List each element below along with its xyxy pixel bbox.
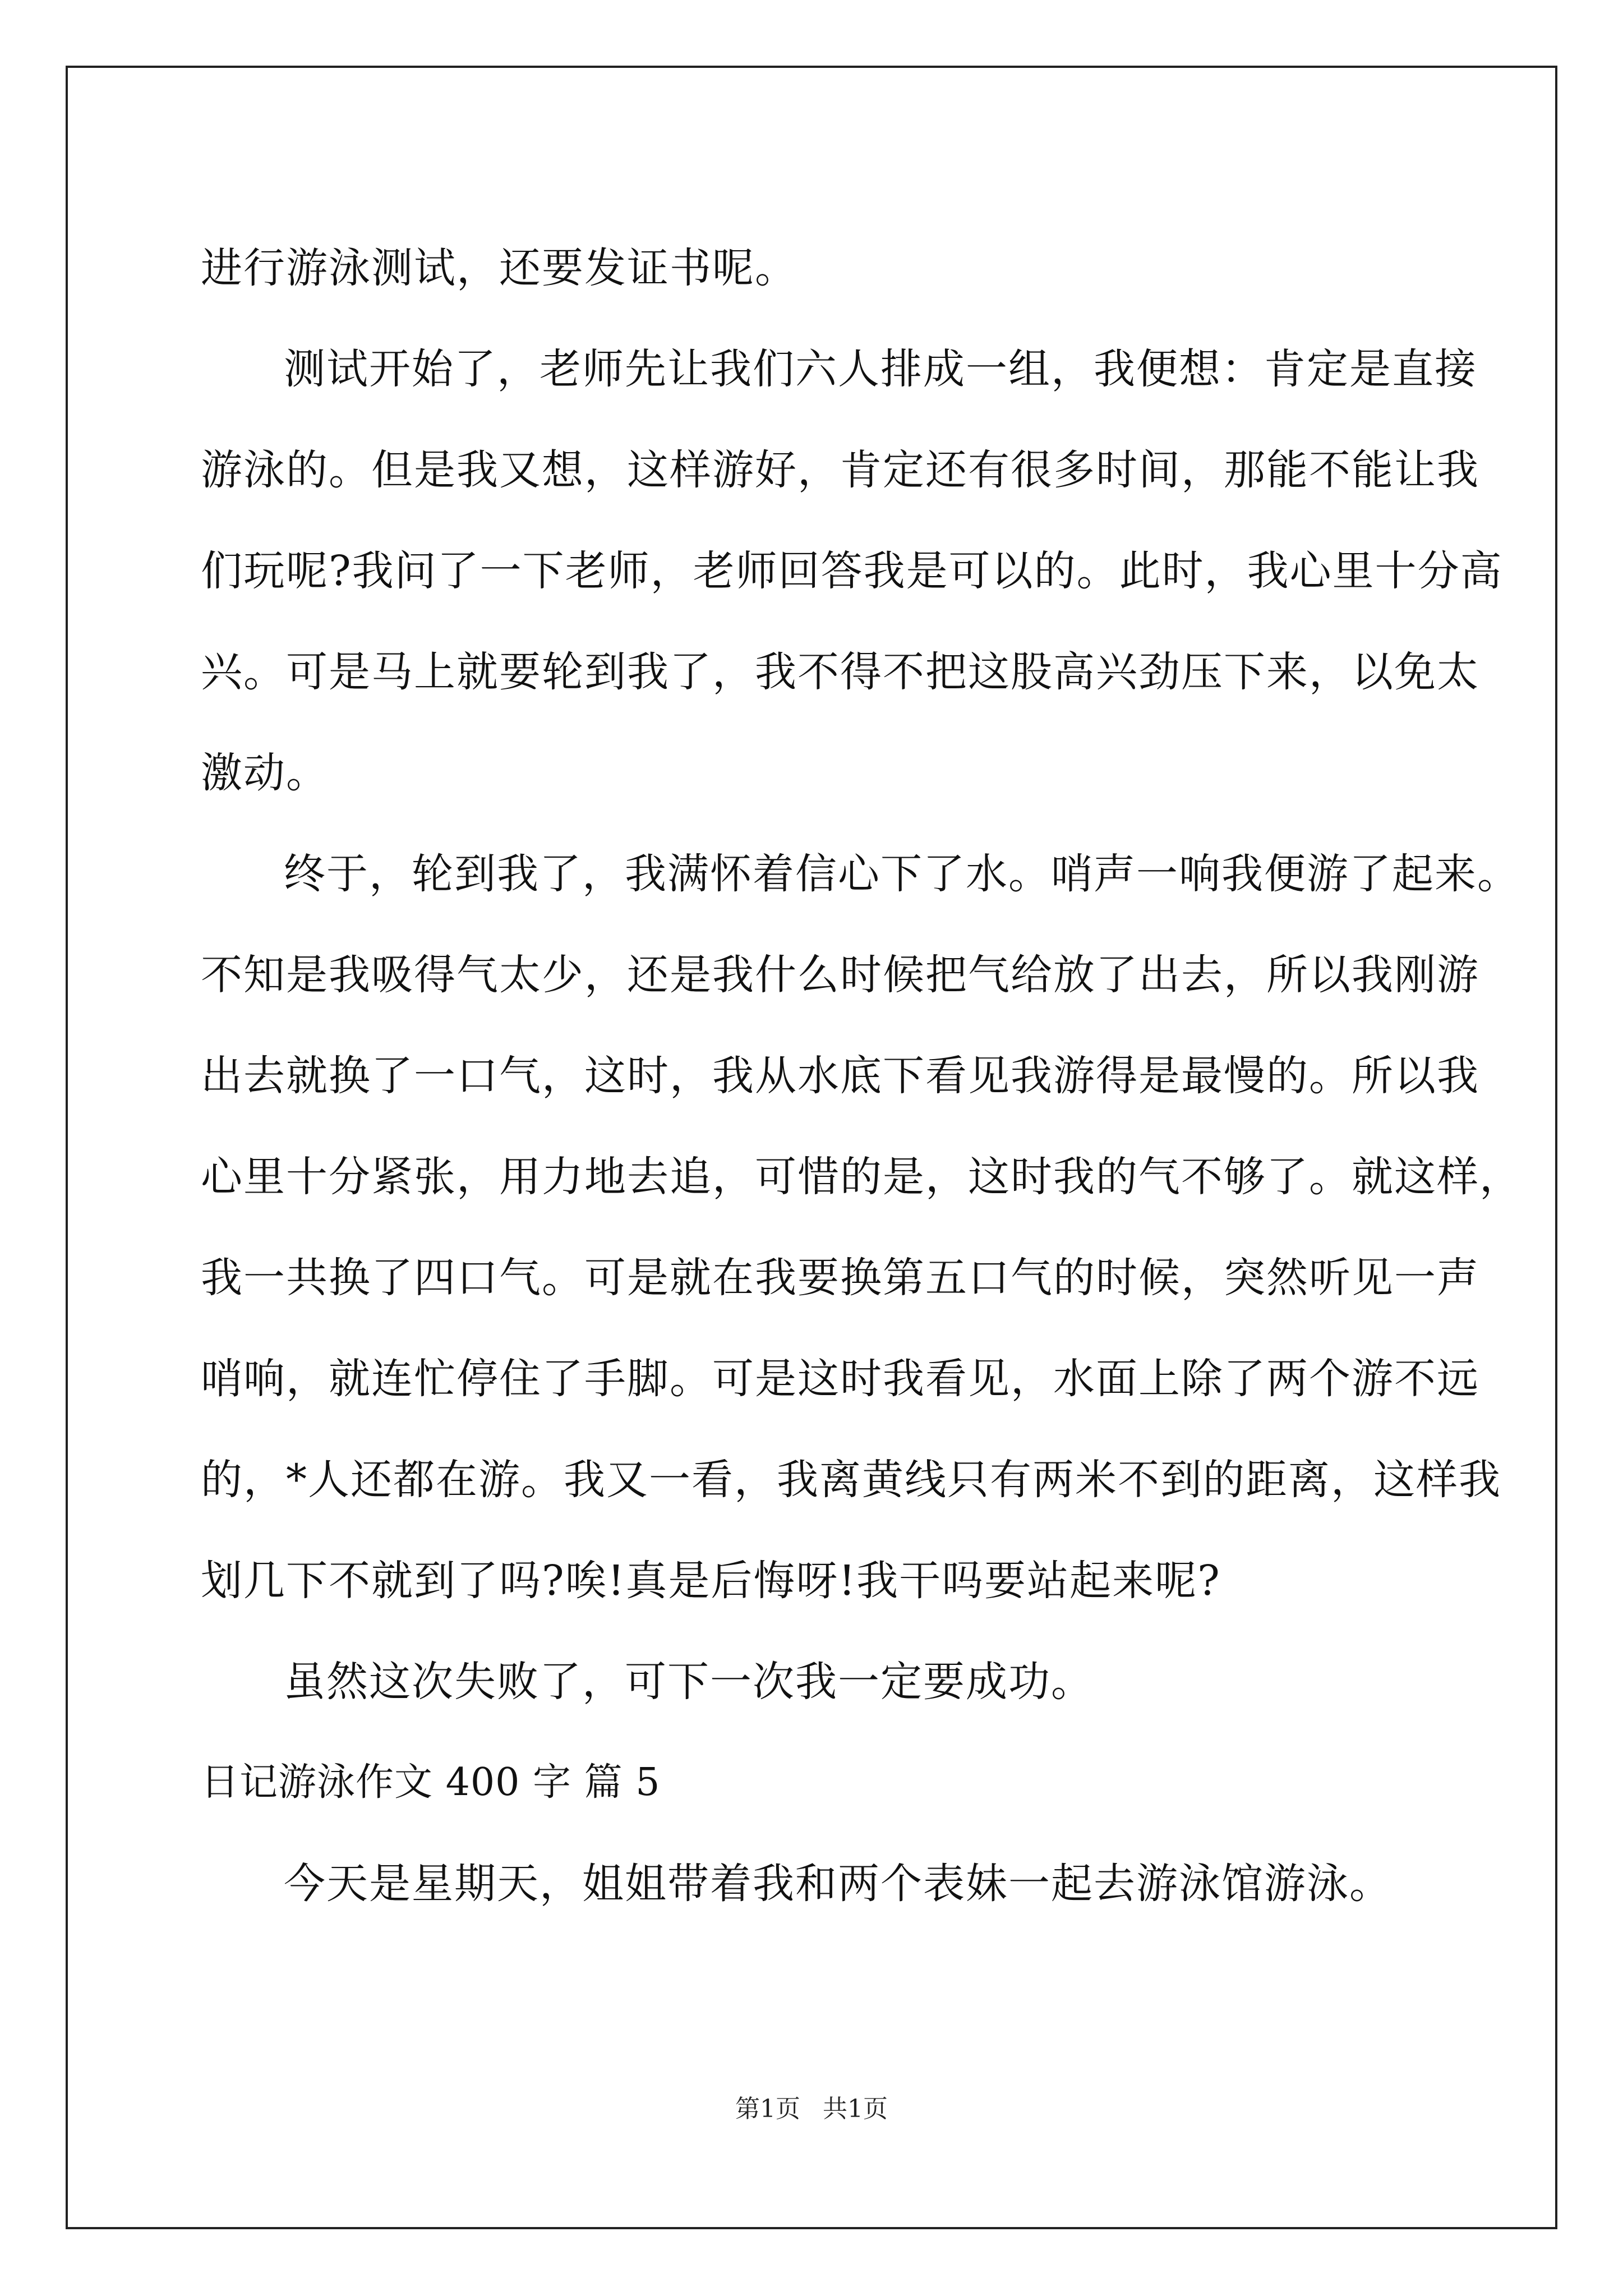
- paragraph-line: 兴。可是马上就要轮到我了，我不得不把这股高兴劲压下来，以免太: [201, 648, 1479, 696]
- paragraph-line: 哨响，就连忙停住了手脚。可是这时我看见，水面上除了两个游不远: [201, 1355, 1479, 1403]
- paragraph-line: 的，*人还都在游。我又一看，我离黄线只有两米不到的距离，这样我: [201, 1456, 1501, 1504]
- page-total: 共1页: [823, 2095, 888, 2123]
- paragraph-line: 虽然这次失败了，可下一次我一定要成功。: [284, 1658, 1094, 1706]
- document-body: [201, 218, 1522, 1934]
- paragraph-line: 我一共换了四口气。可是就在我要换第五口气的时候，突然听见一声: [201, 1254, 1479, 1302]
- paragraph-line: 终于，轮到我了，我满怀着信心下了水。哨声一响我便游了起来。: [284, 850, 1520, 898]
- paragraph-line: 们玩呢?我问了一下老师，老师回答我是可以的。此时，我心里十分高: [201, 547, 1503, 595]
- paragraph-line: 测试开始了，老师先让我们六人排成一组，我便想：肯定是直接: [284, 345, 1477, 393]
- paragraph-line: 出去就换了一口气，这时，我从水底下看见我游得是最慢的。所以我: [201, 1052, 1479, 1100]
- paragraph-line: 今天是星期天，姐姐带着我和两个表妹一起去游泳馆游泳。: [284, 1860, 1392, 1908]
- page-number: 第1页: [735, 2095, 800, 2123]
- paragraph-line: 心里十分紧张，用力地去追，可惜的是，这时我的气不够了。就这样，: [201, 1153, 1522, 1201]
- paragraph-line: 划几下不就到了吗?唉!真是后悔呀!我干吗要站起来呢?: [201, 1557, 1221, 1605]
- paragraph-line: 进行游泳测试，还要发证书呢。: [201, 244, 797, 292]
- paragraph-line: 不知是我吸得气太少，还是我什么时候把气给放了出去，所以我刚游: [201, 951, 1479, 999]
- page-footer: [0, 2092, 1623, 2126]
- paragraph-line: 激动。: [201, 749, 329, 797]
- section-heading: 日记游泳作文 400 字 篇 5: [201, 1760, 661, 1805]
- paragraph-line: 游泳的。但是我又想，这样游好，肯定还有很多时间，那能不能让我: [201, 446, 1479, 494]
